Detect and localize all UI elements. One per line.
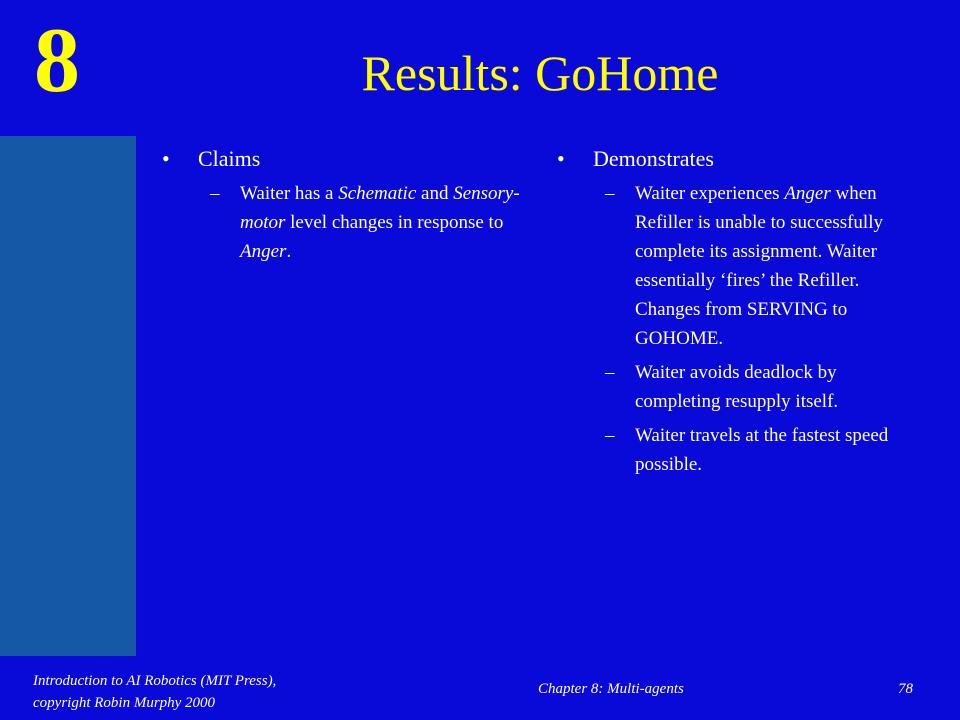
demonstrates-bullet <box>555 145 915 173</box>
chapter-number: 8 <box>34 9 80 111</box>
claims-heading: Claims <box>198 146 261 171</box>
page-number: 78 <box>898 681 913 697</box>
dash-icon: – <box>210 183 220 204</box>
demonstrates-item <box>555 179 915 353</box>
bullet-icon: • <box>162 146 170 171</box>
demonstrates-item-text: Waiter travels at the fastest speed possible. <box>635 425 889 475</box>
claims-bullet <box>160 145 530 173</box>
dash-icon: – <box>605 183 615 204</box>
demonstrates-column <box>555 145 915 484</box>
claims-item-text: Waiter has a Schematic and Sensory-motor level changes in response to Anger. <box>240 183 520 262</box>
demonstrates-item-text: Waiter experiences Anger when Refiller is unable to successfully complete its assignment. Waiter essentially ‘fires’ the Refiller. Changes from SERVING to GOHOME. <box>635 183 883 349</box>
dash-icon: – <box>605 425 615 446</box>
claims-column <box>160 145 530 271</box>
footer-chapter: Chapter 8: Multi-agents <box>538 681 684 697</box>
demonstrates-item <box>555 358 915 416</box>
dash-icon: – <box>605 362 615 383</box>
demonstrates-heading: Demonstrates <box>593 146 714 171</box>
claims-sub-list <box>160 179 530 266</box>
bullet-icon: • <box>557 146 565 171</box>
claims-item <box>160 179 530 266</box>
demonstrates-sub-list <box>555 179 915 479</box>
demonstrates-item-text: Waiter avoids deadlock by completing resupply itself. <box>635 362 839 412</box>
footer-copyright <box>33 670 276 714</box>
slide-title: Results: GoHome <box>361 45 719 101</box>
demonstrates-item <box>555 421 915 479</box>
footer-copyright-line: copyright Robin Murphy 2000 <box>33 695 216 711</box>
side-bar-decoration <box>0 136 136 656</box>
footer-book-line: Introduction to AI Robotics (MIT Press), <box>33 673 277 689</box>
